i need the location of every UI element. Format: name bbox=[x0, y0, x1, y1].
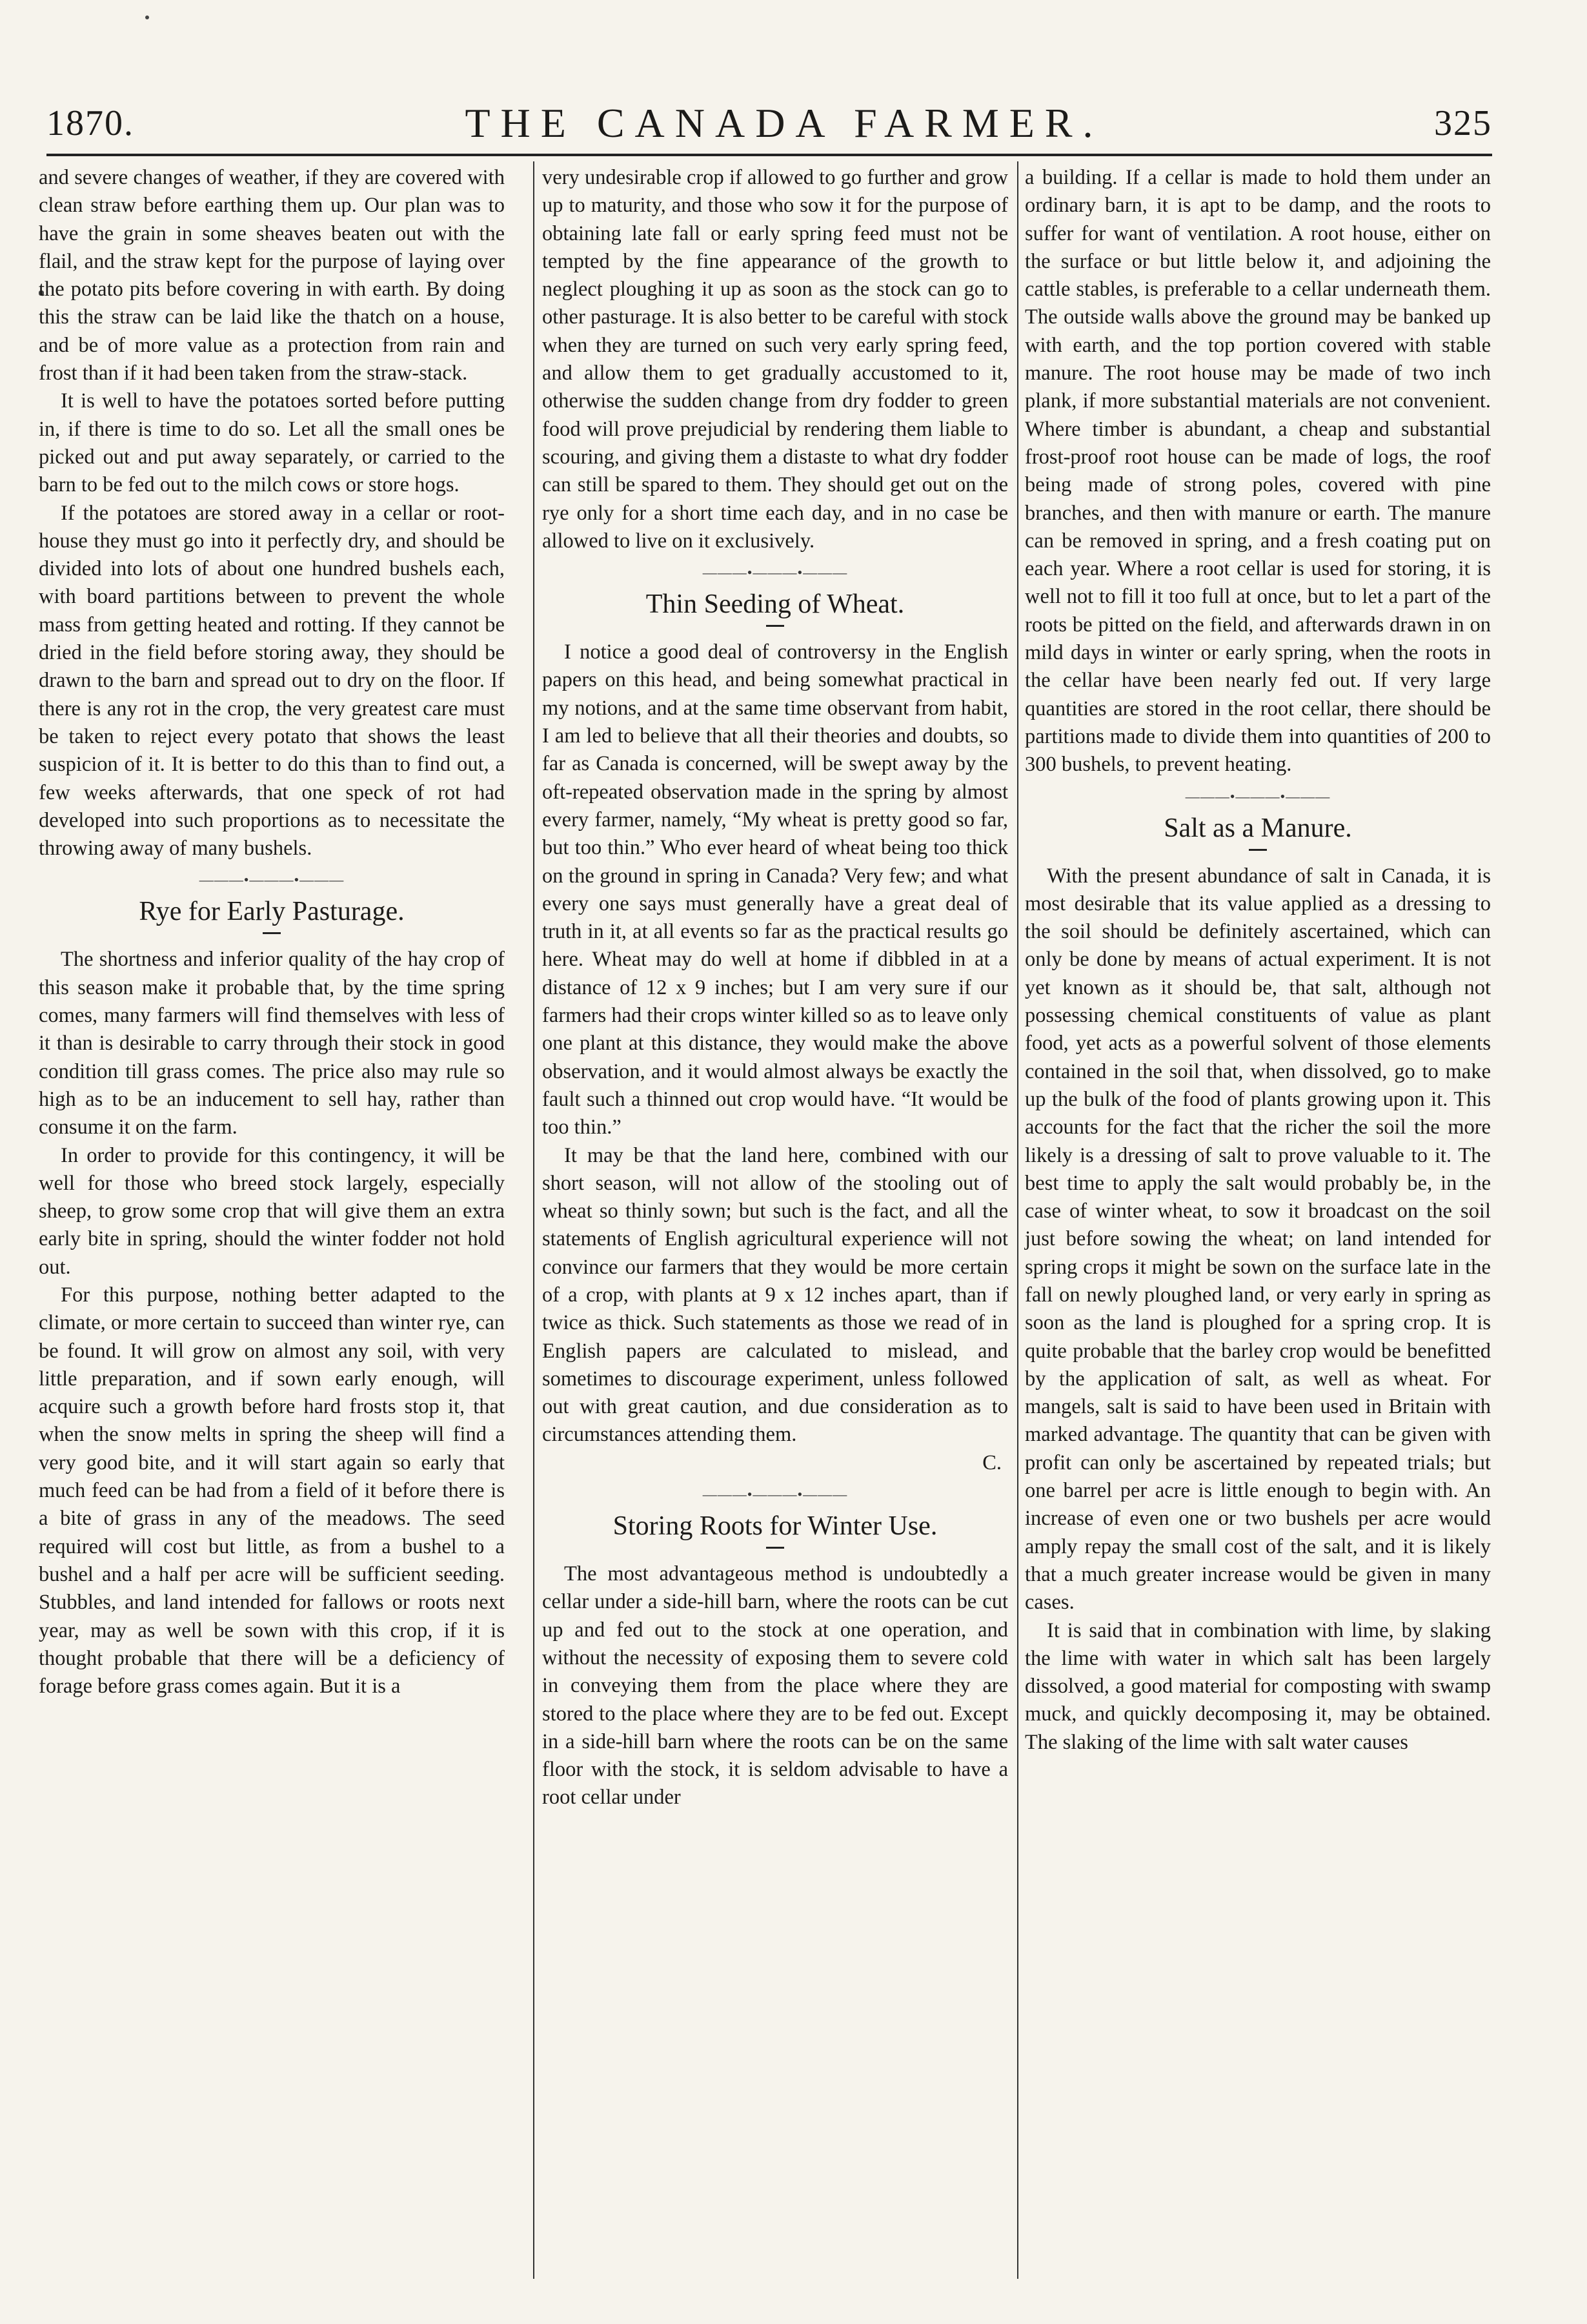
print-speck bbox=[145, 15, 149, 19]
page-number: 325 bbox=[1434, 103, 1492, 143]
column-divider bbox=[533, 161, 534, 2279]
paragraph: For this purpose, nothing better adapted to the climate, or more certain to succeed than winter rye, can be found. It will grow on almost any soil, with very little preparation, and if sown early enough, will acquire such a growth before hard frosts stop it, that when the snow melts in spring the sheep will find a very good bite, and it will start again so early that much feed can be had from a field of it before there is a bite of grass in any of the meadows. The seed required will cost but little, as from a bushel to a bushel and a half per acre will be sufficient seeding. Stubbles, and land intended for fallows or roots next year, may as well be sown with this crop, if it is thought probable that there will be a deficiency of forage before grass comes again. But it is a bbox=[39, 1283, 505, 1698]
column-divider bbox=[1017, 161, 1018, 2279]
paragraph: and severe changes of weather, if they are covered with clean straw before earthing them up. Our plan was to have the grain in some sheaves beaten out with the flail, and the straw kept for the purpose of laying over the potato pits before covering in with earth. By doing this the straw can be laid like the thatch on a house, and be of more value as a protection from rain and frost than if it had been taken from the straw-stack. bbox=[39, 166, 505, 385]
heading-dash bbox=[766, 1547, 784, 1549]
section-ornament: ———•———•——— bbox=[702, 564, 848, 581]
paragraph: a building. If a cellar is made to hold them under an ordinary barn, it is apt to be damp, and the roots to suffer for want of ventilation. A root house, either on the surface or but little below it, and adjoining the cattle stables, is preferable to a cellar underneath them. The outside walls above the ground may be banked up with earth, and the top portion covered with stable manure. The root house may be made of two inch plank, if more substantial materials are not convenient. Where timber is abundant, a cheap and substantial frost-proof root house can be made of logs, the roof being made of strong poles, covered with pine branches, and then with manure or earth. The manure can be removed in spring, and a fresh coating put on each year. Where a root cellar is used for storing, it is well not to fill it too full at once, but to let a part of the roots be pitted on the field, and afterwards drawn in on mild days in winter or early spring, when the roots in the cellar have been nearly fed out. If very large quantities are stored in the root cellar, there should be partitions made to divide them into quantities of 200 to 300 bushels, to prevent heating. bbox=[1025, 166, 1491, 777]
heading-dash bbox=[263, 932, 281, 934]
heading-dash bbox=[1249, 849, 1267, 851]
header-rule bbox=[46, 154, 1492, 156]
paragraph: It is well to have the potatoes sorted before putting in, if there is time to do so. Let all the small ones be picked out and put away separately, or carried to the barn to be fed out to the milch cows or store hogs. bbox=[39, 389, 505, 497]
header-year: 1870. bbox=[46, 103, 134, 143]
masthead-title: THE CANADA FARMER. bbox=[465, 100, 1104, 146]
article-heading: Storing Roots for Winter Use. bbox=[612, 1511, 938, 1542]
paragraph: If the potatoes are stored away in a cellar or root-house they must go into it perfectly dry, and should be divided into lots of about one hundred bushels each, with board partitions between to prevent the whole mass from getting heated and rotting. If they cannot be dried in the field before storing away, they should be drawn to the barn and spread out to dry on the floor. If there is any rot in the crop, the very greatest care must be taken to reject every potato that shows the least suspicion of it. It is better to do this than to find out, a few weeks afterwards, that one speck of rot had developed into such proportions as to necessitate the throwing away of many bushels. bbox=[39, 501, 505, 861]
article-heading: Salt as a Manure. bbox=[1164, 813, 1352, 843]
column-1 bbox=[39, 164, 505, 1700]
paragraph: The most advantageous method is undoubtedly a cellar under a side-hill barn, where the roots can be cut up and fed out to the stock at one operation, and without the necessity of exposing them to severe cold in conveying them from the place where they are stored to the place where they are to be fed out. Except in a side-hill barn where the roots can be on the same floor with the stock, it is seldom advisable to have a root cellar under bbox=[542, 1562, 1008, 1809]
paragraph: I notice a good deal of controversy in the English papers on this head, and being somewhat practical in my notions, and at the same time observant from habit, I am led to believe that all their theories and doubts, so far as Canada is concerned, will be swept away by the oft-repeated observation made in the spring by almost every farmer, namely, “My wheat is pretty good so far, but too thin.” Who ever heard of wheat being too thick on the ground in spring in Canada? Very few; and what every one says must generally have a great deal of truth in it, at all events so far as the practical results go here. Wheat may do well at home if dibbled in at a distance of 12 x 9 inches; but I am very sure if our farmers had their crops winter killed so as to leave only one plant at this distance, they would make the above observation, and it would almost always be exactly the fault such a thinned out crop would have. “It would be too thin.” bbox=[542, 640, 1008, 1139]
paragraph: It may be that the land here, combined with our short season, will not allow of the stooling out of wheat so thinly sown; but such is the fact, and all the statements of English agricultural experience will not convince our farmers that they would be more certain of a crop, with plants at 9 x 12 inches apart, than if twice as thick. Such statements as those we read of in English papers are calculated to mislead, and sometimes to discourage experiment, unless followed out with great caution, and due consideration as to circumstances attending them. bbox=[542, 1143, 1008, 1447]
section-ornament: ———•———•——— bbox=[1185, 788, 1331, 804]
section-ornament: ———•———•——— bbox=[199, 872, 345, 888]
paragraph: very undesirable crop if allowed to go further and grow up to maturity, and those who sow it for the purpose of obtaining late fall or early spring feed must not be tempted by the fine appearance of the growth to neglect ploughing it up as soon as the stock can go to other pasturage. It is also better to be careful with stock when they are turned on such very early spring feed, and allow them to get gradually accustomed to it, otherwise the sudden change from dry fodder to green food will prove prejudicial by rendering them liable to scouring, and giving them a distaste to what dry fodder can still be spared to them. They should get out on the rye only for a short time each day, and in no case be allowed to live on it exclusively. bbox=[542, 166, 1008, 553]
column-3 bbox=[1025, 164, 1491, 1757]
heading-dash bbox=[766, 625, 784, 627]
article-heading: Thin Seeding of Wheat. bbox=[645, 589, 905, 620]
page-header bbox=[46, 96, 1492, 151]
section-ornament: ———•———•——— bbox=[702, 1486, 848, 1503]
author-signature: C. bbox=[982, 1451, 1002, 1474]
article-heading: Rye for Early Pasturage. bbox=[139, 897, 405, 927]
paragraph: It is said that in combination with lime, by slaking the lime with water in which salt has been largely dissolved, a good material for composting with swamp muck, and quickly decomposing it, may be obtained. The slaking of the lime with salt water causes bbox=[1025, 1618, 1491, 1754]
paragraph: The shortness and inferior quality of the hay crop of this season make it probable that, by the time spring comes, many farmers will find themselves with less of it than is desirable to carry through their stock in good condition till grass comes. The price also may rule so high as to be an inducement to sell hay, rather than consume it on the farm. bbox=[39, 948, 505, 1139]
paragraph: In order to provide for this contingency, it will be well for those who breed stock largely, especially sheep, to grow some crop that will give them an extra early bite in spring, should the winter fodder not hold out. bbox=[39, 1143, 505, 1279]
paragraph: With the present abundance of salt in Canada, it is most desirable that its value applied as a dressing to the soil should be definitely ascertained, which can only be done by means of actual experiment. It is not yet known as it should be, that salt, although not possessing chemical constituents of value as plant food, yet acts as a powerful solvent of those elements contained in the soil that, when dissolved, go to make up the bulk of the food of plants growing upon it. This accounts for the fact that the richer the soil the more likely is a dressing of salt to prove valuable to it. The best time to apply the salt would probably be, in the case of winter wheat, to sow it broadcast on the soil just before sowing the wheat; on land intended for spring crops it might be sown on the surface late in the fall on newly ploughed land, or very early in spring as soon as the land is ploughed for a spring crop. It is quite probable that the barley crop would be benefitted by the application of salt, as well as wheat. For mangels, salt is said to have been used in Britain with marked advantage. The quantity that can be given with profit can only be ascertained by repeated trials; but one barrel per acre is little enough to begin with. An increase of even one or two bushels per acre would amply repay the small cost of the salt, and it is likely that a much greater increase would be given in many cases. bbox=[1025, 864, 1491, 1615]
column-2 bbox=[542, 164, 1008, 1812]
